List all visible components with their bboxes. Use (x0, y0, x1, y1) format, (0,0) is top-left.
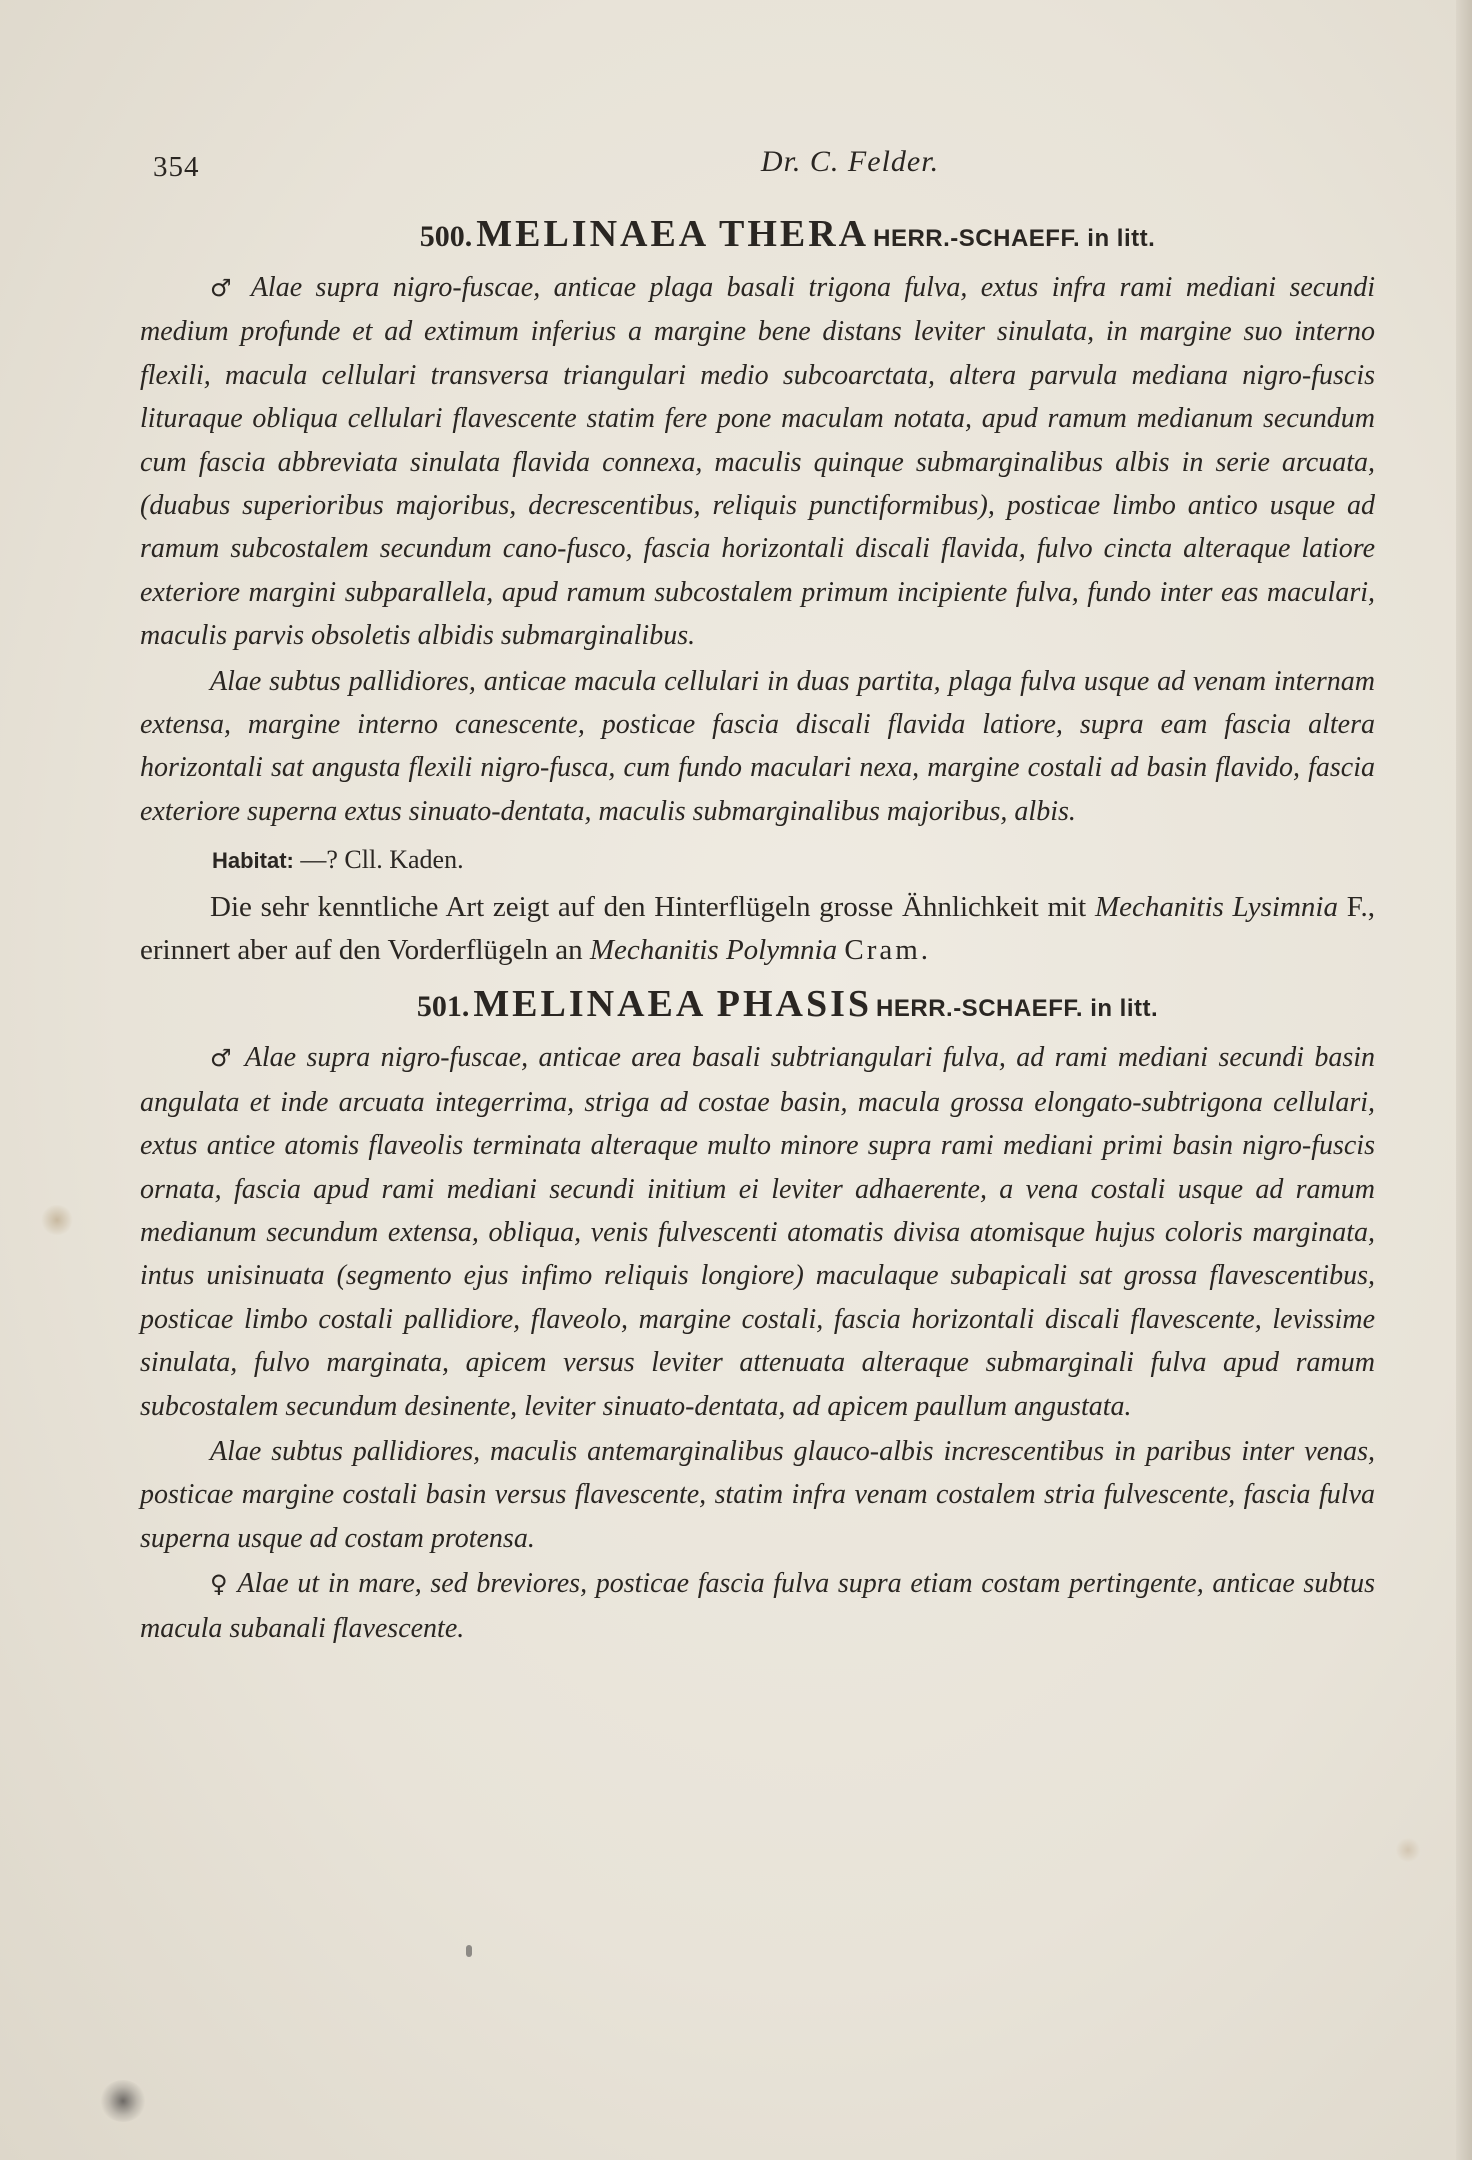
female-description (140, 1562, 1375, 1650)
female-description-text: Alae ut in mare, sed breviores, posticae fascia fulva supra etiam costam pertingente, anticae subtus macula subanali flavescente. (140, 1568, 1376, 1644)
male-description (140, 266, 1375, 658)
male-description (140, 1036, 1375, 1428)
page-edge-shadow (1456, 0, 1472, 2160)
species-author: HERR.-SCHAEFF. in litt. (876, 995, 1159, 1023)
species-author: HERR.-SCHAEFF. in litt. (873, 225, 1156, 252)
species-number: 500. (419, 220, 473, 253)
underside-description: Alae subtus pallidiores, anticae macula cellulari in duas partita, plaga fulva usque ad venam internam extensa, margine interno canescente, posticae fascia discali flavida latiore, supra eam fascia altera horizontali sat angusta flexili nigro-fusca, cum fundo maculari nexa, margine costali ad basin flavido, fascia exteriore superna extus sinuato-dentata, maculis submarginalibus majoribus, albis. (140, 665, 1375, 827)
taxon-name: Mechanitis Lysimnia (1094, 891, 1338, 924)
male-description-text: Alae supra nigro-fuscae, anticae area basali subtriangulari fulva, ad rami mediani secundi basin angulata et inde arcuata integerrima, striga ad costae basin, macula grossa elongato-subtrigona cellulari, extus antice atomis flaveolis terminata alteraque multo minore supra rami mediani primi basin nigro-fuscis ornata, fascia apud rami mediani secundi initium ei leviter adhaerente, a vena costali usque ad ramum medianum secundum extensa, obliqua, venis fulvescenti atomatis divisa atomisque hujus coloris marginata, intus unisinuata (segmento ejus infimo reliquis longiore) maculaque subapicali sat grossa flavescentibus, posticae limbo costali pallidiore, flaveolo, margine costali, fascia horizontali discali flavescente, levissime sinulata, fulvo marginata, apicem versus leviter attenuata alteraque submarginali fulva apud ramum subcostalem secundum desinente, leviter sinuato-dentata, ad apicem paullum angustata. (140, 1042, 1376, 1422)
habitat-label: Habitat: (212, 848, 294, 874)
paper-stain (100, 2080, 146, 2122)
taxon-author: Cram. (844, 934, 932, 967)
paper-stain (40, 1205, 74, 1235)
habitat-line (212, 839, 1375, 882)
species-entry-501 (140, 982, 1375, 1650)
species-name: MELINAEA PHASIS (473, 983, 873, 1026)
running-head: Dr. C. Felder. (760, 145, 940, 178)
page-body (140, 212, 1375, 1650)
paper-stain (1395, 1838, 1421, 1862)
remark-paragraph (140, 886, 1375, 972)
taxon-name: Mechanitis Polymnia (589, 934, 838, 967)
habitat-text: —? Cll. Kaden. (300, 845, 464, 875)
paper-stain (466, 1945, 472, 1957)
male-description-text: Alae supra nigro-fuscae, anticae plaga basali trigona fulva, extus infra rami mediani secundi medium profunde et ad extimum inferius a margine bene distans leviter sinulata, in margine suo interno flexili, macula cellulari transversa triangulari medio subcoarctata, altera parvula mediana nigro-fuscis lituraque obliqua cellulari flavescente statim fere pone maculam notata, apud ramum medianum secundum cum fascia abbreviata sinulata flavida connexa, maculis quinque submarginalibus albis in serie arcuata, (duabus superioribus majoribus, decrescentibus, reliquis punctiformibus), posticae limbo antico usque ad ramum subcostalem secundum cano-fusco, fascia horizontali discali flavida, fulvo cincta alteraque latiore exteriore margini subparallela, apud ramum subcostalem primum incipiente fulva, fundo inter eas maculari, maculis parvis obsoletis albidis submarginalibus. (140, 272, 1375, 652)
species-heading (200, 982, 1375, 1026)
underside-description: Alae subtus pallidiores, maculis antemarginalibus glauco-albis increscentibus in paribus inter venas, posticae margine costali basin versus flavescente, statim infra venam costalem stria fulvescente, fascia fulva superna usque ad costam protensa. (140, 1435, 1375, 1554)
female-symbol: ♀ (210, 1570, 230, 1599)
male-symbol: ♂ (210, 274, 238, 302)
species-number: 501. (416, 990, 470, 1024)
species-entry-500 (140, 212, 1375, 972)
remark-text: F., erinnert aber auf den Vorderflügeln an (140, 891, 1375, 967)
remark-text: Die sehr kenntliche Art zeigt auf den Hinterflügeln grosse Ähnlichkeit mit (210, 891, 1087, 924)
page-number: 354 (153, 151, 200, 183)
species-heading (200, 212, 1375, 256)
male-symbol: ♂ (210, 1044, 235, 1073)
species-name: MELINAEA THERA (476, 213, 870, 255)
page-header (150, 145, 1380, 185)
